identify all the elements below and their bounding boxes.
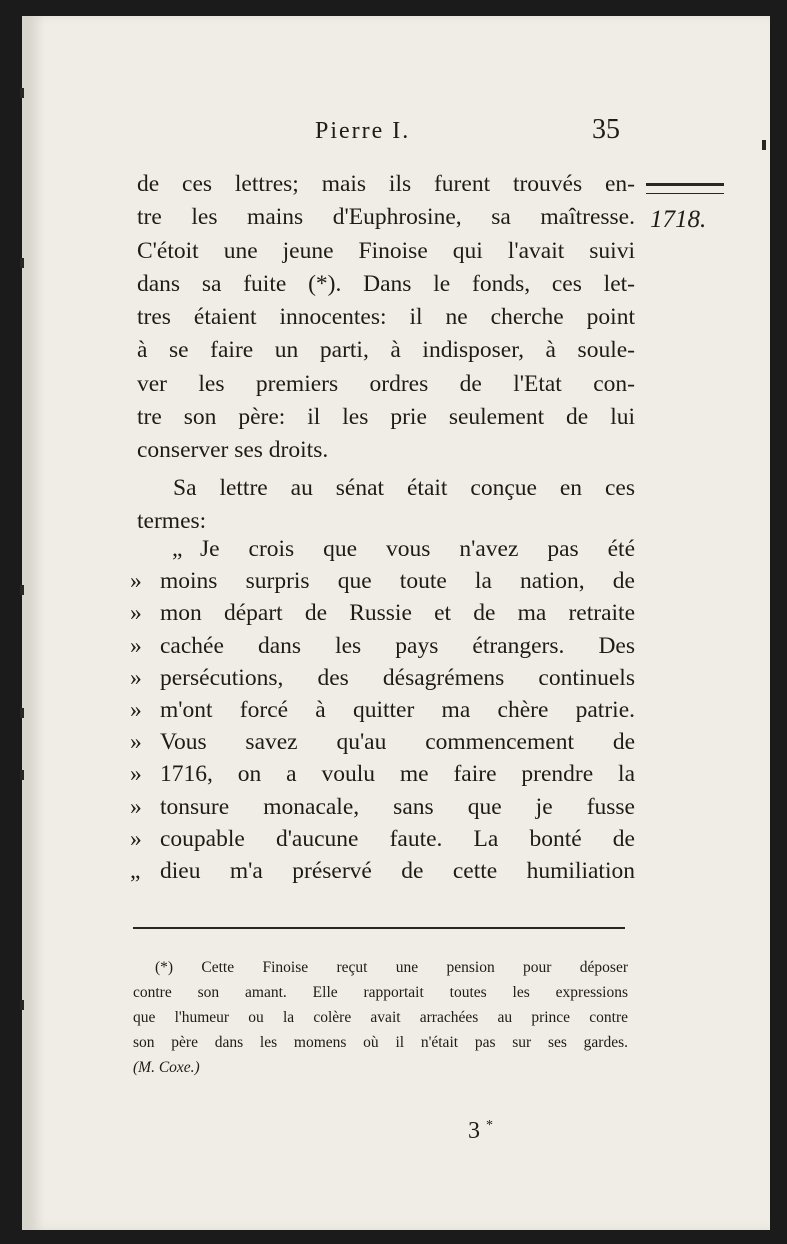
margin-rule [646, 183, 724, 194]
quote-text: cachée dans les pays étrangers. Des [160, 632, 635, 659]
footnote-line: (*) Cette Finoise reçut une pension pour déposer [155, 959, 628, 976]
quote-text: 1716, on a voulu me faire prendre la [160, 761, 635, 788]
quote-mark: „ [172, 536, 183, 562]
text-line: tre son père: il les prie seulement de lui [137, 404, 635, 431]
quote-text: coupable d'aucune faute. La bonté de [160, 825, 635, 852]
quote-mark: » [130, 761, 142, 788]
quote-text: Je crois que vous n'avez pas été [200, 536, 635, 562]
quote-line [130, 533, 635, 565]
left-edge-mark [20, 1000, 24, 1010]
left-edge-mark [20, 258, 24, 268]
quote-line [130, 597, 635, 629]
quote-line [130, 855, 635, 887]
quote-mark: » [130, 696, 142, 723]
text-line: C'étoit une jeune Finoise qui l'avait suivi [137, 237, 635, 264]
quote-line [130, 630, 635, 662]
page-header [0, 114, 787, 148]
signature-number: 3 [468, 1118, 480, 1144]
footnote-line: (M. Coxe.) [133, 1059, 200, 1076]
main-text [137, 168, 635, 538]
left-edge-mark [20, 88, 24, 98]
left-edge-mark [20, 585, 24, 595]
quote-line [130, 726, 635, 758]
quote-mark: » [130, 729, 142, 756]
margin-year: 1718. [650, 206, 707, 233]
quote-line [130, 662, 635, 694]
quote-line [130, 823, 635, 855]
quote-line [130, 694, 635, 726]
footnote-line: contre son amant. Elle rapportait toutes les expressions [133, 984, 628, 1001]
left-edge-mark [20, 770, 24, 780]
text-line: de ces lettres; mais ils furent trouvés en- [137, 171, 635, 197]
text-line: dans sa fuite (*). Dans le fonds, ces let- [137, 270, 635, 297]
quote-mark: » [130, 793, 142, 820]
quote-text: persécutions, des désagrémens continuels [160, 664, 635, 691]
page-gutter-shadow [22, 16, 44, 1230]
footnote [133, 955, 628, 1080]
quote-mark: » [130, 568, 142, 595]
footnote-rule [133, 927, 625, 929]
quote-line [130, 791, 635, 823]
quote-mark: » [130, 600, 142, 627]
printer-signature [468, 1118, 493, 1145]
footnote-line: son père dans les momens où il n'était pas sur ses gardes. [133, 1034, 628, 1051]
text-line: Sa lettre au sénat était conçue en ces [173, 474, 635, 501]
quote-mark: » [130, 632, 142, 659]
quote-mark: » [130, 825, 142, 852]
quote-text: mon départ de Russie et de ma retraite [160, 600, 635, 627]
text-line: conserver ses droits. [137, 437, 329, 464]
quote-mark: „ [130, 857, 141, 884]
text-line: tres étaient innocentes: il ne cherche point [137, 304, 635, 331]
signature-star: * [486, 1118, 493, 1133]
quote-text: Vous savez qu'au commencement de [160, 729, 635, 756]
running-title: Pierre I. [315, 118, 411, 144]
quote-text: tonsure monacale, sans que je fusse [160, 793, 635, 820]
footnote-line: que l'humeur ou la colère avait arrachées au prince contre [133, 1009, 628, 1026]
text-line: tre les mains d'Euphrosine, sa maîtresse. [137, 204, 635, 231]
quote-line [130, 758, 635, 790]
quote-mark: » [130, 664, 142, 691]
left-edge-mark [20, 708, 24, 718]
quote-text: m'ont forcé à quitter ma chère patrie. [160, 696, 635, 723]
quote-text: moins surpris que toute la nation, de [160, 568, 635, 595]
text-line: ver les premiers ordres de l'Etat con- [137, 370, 635, 397]
page-number: 35 [592, 114, 620, 145]
text-line: termes: [137, 507, 207, 534]
quoted-letter [130, 533, 635, 887]
quote-text: dieu m'a préservé de cette humiliation [160, 857, 635, 884]
quote-line [130, 565, 635, 597]
text-line: à se faire un parti, à indisposer, à soule- [137, 337, 635, 364]
